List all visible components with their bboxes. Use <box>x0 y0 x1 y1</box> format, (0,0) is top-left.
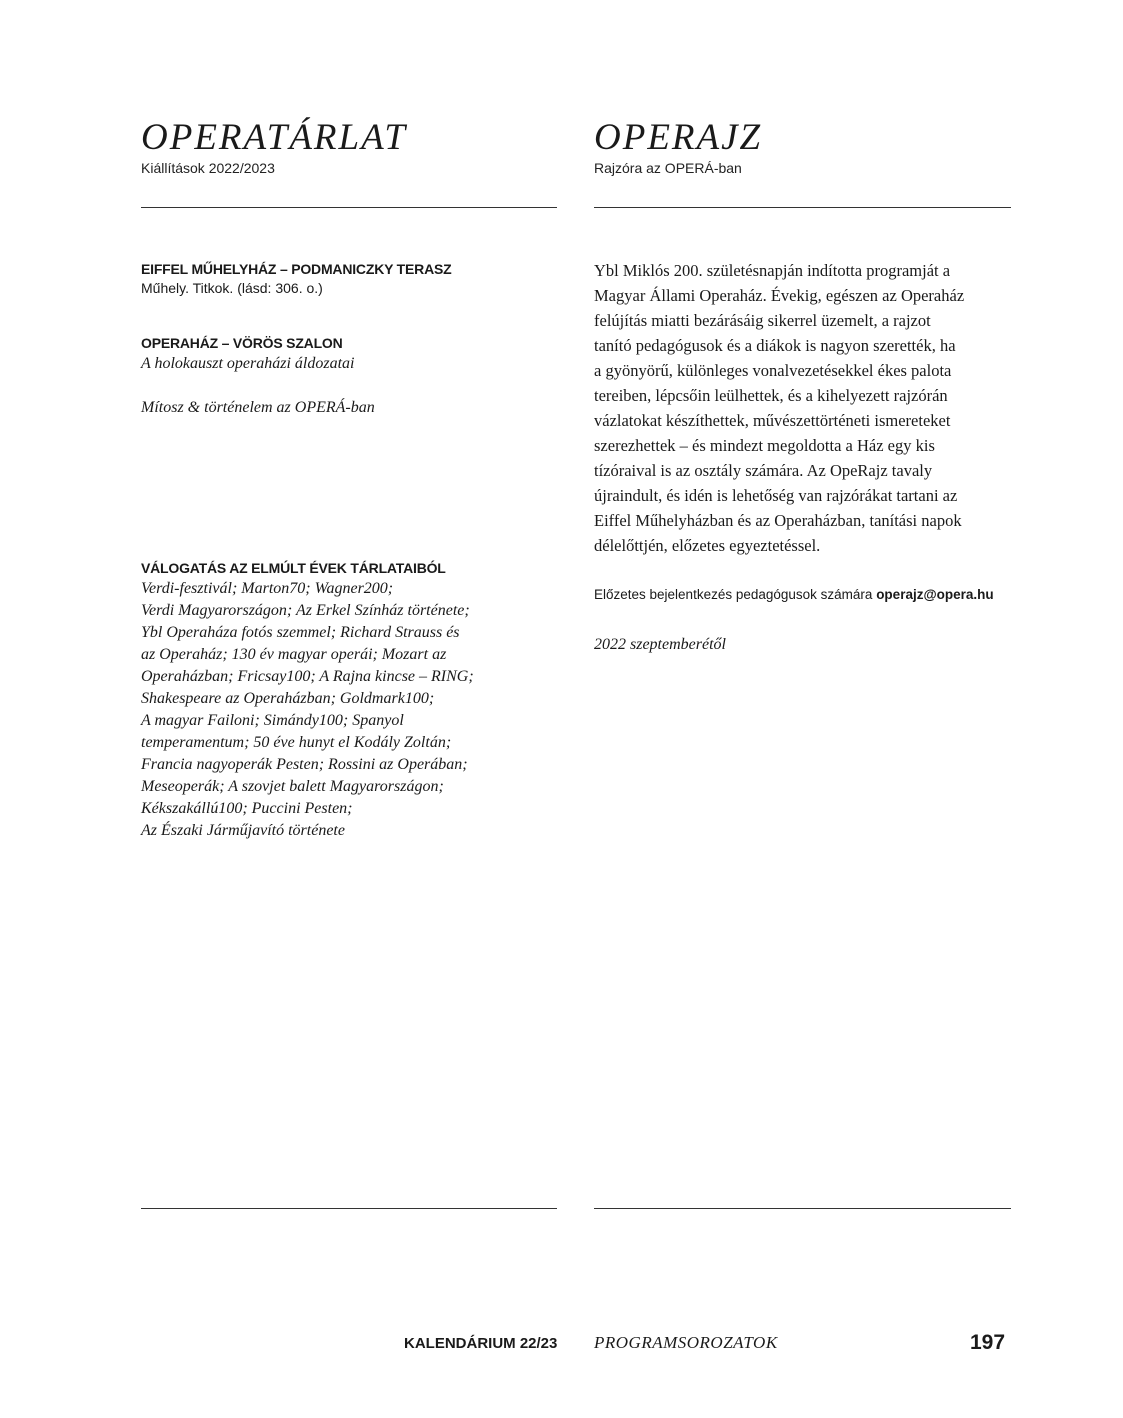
block-voros-szalon-title: OPERAHÁZ – VÖRÖS SZALON <box>141 335 343 351</box>
valogatas-line: Az Északi Járműjavító története <box>141 822 345 839</box>
valogatas-line: Meseoperák; A szovjet balett Magyarországon; <box>141 778 444 795</box>
right-section-title: OPERAJZ <box>594 117 763 158</box>
block-voros-szalon <box>141 334 561 419</box>
footer-section: PROGRAMSOROZATOK <box>594 1333 778 1352</box>
body-line: újraindult, és idén is lehetőség van rajzórákat tartani az <box>594 486 958 505</box>
left-section-subtitle: Kiállítások 2022/2023 <box>141 160 275 176</box>
block-voros-szalon-line1: A holokauszt operaházi áldozatai <box>141 355 355 372</box>
body-line: tízóraival is az osztály számára. Az OpeRajz tavaly <box>594 461 933 480</box>
block-eiffel <box>141 260 561 298</box>
valogatas-line: A magyar Failoni; Simándy100; Spanyol <box>141 712 404 729</box>
body-line: tanító pedagógusok és a diákok is nagyon szerették, ha <box>594 336 956 355</box>
body-line: tereiben, lépcsőin leülhettek, és a kihelyezett rajzórán <box>594 386 948 405</box>
body-line: a gyönyörű, különleges vonalvezetésekkel ékes palota <box>594 361 952 380</box>
right-section-subtitle: Rajzóra az OPERÁ-ban <box>594 160 742 176</box>
valogatas-line: Verdi Magyarországon; Az Erkel Színház története; <box>141 602 470 619</box>
block-eiffel-text: Műhely. Titkok. (lásd: 306. o.) <box>141 280 323 296</box>
valogatas-line: Operaházban; Fricsay100; A Rajna kincse – RING; <box>141 668 474 685</box>
body-line: felújítás miatti bezárásáig sikerrel üzemelt, a rajzot <box>594 311 931 330</box>
valogatas-line: az Operaház; 130 év magyar operái; Mozart az <box>141 646 447 663</box>
valogatas-line: Ybl Operaháza fotós szemmel; Richard Strauss és <box>141 624 460 641</box>
page-number: 197 <box>970 1331 1006 1354</box>
block-eiffel-title: EIFFEL MŰHELYHÁZ – PODMANICZKY TERASZ <box>141 261 452 277</box>
registration-email-link[interactable]: operajz@opera.hu <box>876 587 994 602</box>
date-note: 2022 szeptemberétől <box>594 636 726 653</box>
block-voros-szalon-line2: Mítosz & történelem az OPERÁ-ban <box>141 399 375 416</box>
registration-note <box>594 585 1024 604</box>
left-column <box>141 118 557 177</box>
footer-calendar: KALENDÁRIUM 22/23 <box>404 1335 558 1352</box>
valogatas-line: temperamentum; 50 éve hunyt el Kodály Zoltán; <box>141 734 452 751</box>
body-line: Ybl Miklós 200. születésnapján indította programját a <box>594 261 951 280</box>
block-valogatas-title: VÁLOGATÁS AZ ELMÚLT ÉVEK TÁRLATAIBÓL <box>141 560 446 576</box>
right-column <box>594 118 1010 177</box>
right-top-divider <box>594 207 1011 208</box>
body-line: Magyar Állami Operaház. Évekig, egészen az Operaház <box>594 286 965 305</box>
body-line: Eiffel Műhelyházban és az Operaházban, tanítási napok <box>594 511 962 530</box>
body-line: délelőttjén, előzetes egyeztetéssel. <box>594 536 821 555</box>
left-section-title: OPERATÁRLAT <box>141 117 407 158</box>
valogatas-line: Kékszakállú100; Puccini Pesten; <box>141 800 353 817</box>
left-bottom-divider <box>141 1208 557 1209</box>
right-bottom-divider <box>594 1208 1011 1209</box>
valogatas-line: Verdi-fesztivál; Marton70; Wagner200; <box>141 580 394 597</box>
operajz-body <box>594 258 1019 558</box>
body-line: szerezhettek – és mindezt megoldotta a Ház egy kis <box>594 436 935 455</box>
body-line: vázlatokat készíthettek, művészettörténeti ismereteket <box>594 411 951 430</box>
registration-text: Előzetes bejelentkezés pedagógusok számára <box>594 587 877 602</box>
left-top-divider <box>141 207 557 208</box>
valogatas-line: Shakespeare az Operaházban; Goldmark100; <box>141 690 435 707</box>
valogatas-line: Francia nagyoperák Pesten; Rossini az Operában; <box>141 756 468 773</box>
block-valogatas <box>141 559 561 842</box>
